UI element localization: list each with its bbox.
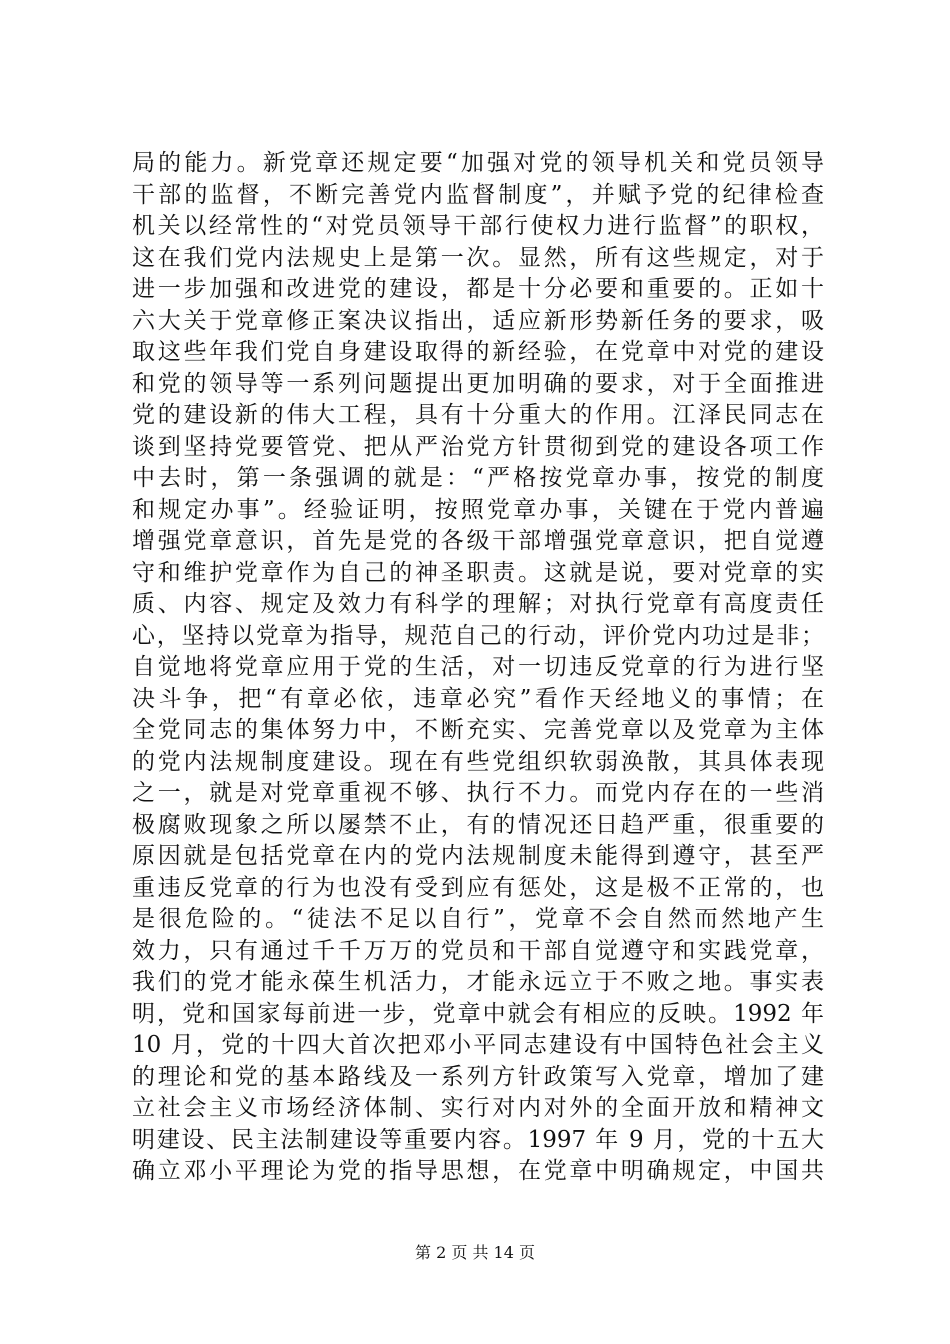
page-number: 第 2 页 共 14 页 xyxy=(415,1243,535,1262)
text-line: 重违反党章的行为也没有受到应有惩处，这是极不正常的，也 xyxy=(132,874,824,901)
page-footer xyxy=(0,1240,950,1263)
text-line: 的理论和党的基本路线及一系列方针政策写入党章，增加了建 xyxy=(132,1063,824,1090)
text-line: 这在我们党内法规史上是第一次。显然，所有这些规定，对于 xyxy=(132,244,824,271)
text-line: 和党的领导等一系列问题提出更加明确的要求，对于全面推进 xyxy=(132,370,824,397)
text-line: 取这些年我们党自身建设取得的新经验，在党章中对党的建设 xyxy=(132,339,824,365)
text-line: 明，党和国家每前进一步，党章中就会有相应的反映。1992 年 xyxy=(132,1000,824,1027)
text-line: 确立邓小平理论为党的指导思想，在党章中明确规定，中国共 xyxy=(132,1158,824,1184)
text-line: 守和维护党章作为自己的神圣职责。这就是说，要对党章的实 xyxy=(132,559,824,586)
text-line: 自觉地将党章应用于党的生活，对一切违反党章的行为进行坚 xyxy=(132,654,824,680)
text-line: 局的能力。新党章还规定要“加强对党的领导机关和党员领导 xyxy=(132,150,824,176)
text-line: 心，坚持以党章为指导，规范自己的行动，评价党内功过是非； xyxy=(132,622,824,649)
text-line: 我们的党才能永葆生机活力，才能永远立于不败之地。事实表 xyxy=(132,969,824,995)
text-line: 明建设、民主法制建设等重要内容。1997 年 9 月，党的十五大 xyxy=(132,1126,824,1153)
text-line: 效力，只有通过千千万万的党员和干部自觉遵守和实践党章， xyxy=(132,937,824,964)
body-text xyxy=(132,148,824,1188)
text-line: 10 月，党的十四大首次把邓小平同志建设有中国特色社会主义 xyxy=(132,1032,824,1058)
text-line: 决斗争，把“有章必依，违章必究”看作天经地义的事情；在 xyxy=(132,685,824,712)
text-line: 之一，就是对党章重视不够、执行不力。而党内存在的一些消 xyxy=(132,780,824,806)
text-line: 六大关于党章修正案决议指出，适应新形势新任务的要求，吸 xyxy=(132,307,824,334)
text-line: 原因就是包括党章在内的党内法规制度未能得到遵守，甚至严 xyxy=(132,843,824,869)
text-line: 中去时，第一条强调的就是：“严格按党章办事，按党的制度 xyxy=(132,465,824,491)
text-line: 机关以经常性的“对党员领导干部行使权力进行监督”的职权， xyxy=(132,213,824,239)
text-line: 是很危险的。“徒法不足以自行”，党章不会自然而然地产生 xyxy=(132,906,824,932)
text-line: 进一步加强和改进党的建设，都是十分必要和重要的。正如十 xyxy=(132,276,824,302)
text-line: 的党内法规制度建设。现在有些党组织软弱涣散，其具体表现 xyxy=(132,748,824,775)
text-line: 谈到坚持党要管党、把从严治党方针贯彻到党的建设各项工作 xyxy=(132,433,824,460)
text-line: 立社会主义市场经济体制、实行对内对外的全面开放和精神文 xyxy=(132,1095,824,1121)
text-line: 质、内容、规定及效力有科学的理解；对执行党章有高度责任 xyxy=(132,591,824,617)
text-line: 干部的监督，不断完善党内监督制度”，并赋予党的纪律检查 xyxy=(132,181,824,208)
text-line: 全党同志的集体努力中，不断充实、完善党章以及党章为主体 xyxy=(132,717,824,743)
text-line: 增强党章意识，首先是党的各级干部增强党章意识，把自觉遵 xyxy=(132,528,824,554)
text-line: 党的建设新的伟大工程，具有十分重大的作用。江泽民同志在 xyxy=(132,402,824,428)
text-line: 和规定办事”。经验证明，按照党章办事，关键在于党内普遍 xyxy=(132,496,824,523)
text-line: 极腐败现象之所以屡禁不止，有的情况还日趋严重，很重要的 xyxy=(132,811,824,838)
